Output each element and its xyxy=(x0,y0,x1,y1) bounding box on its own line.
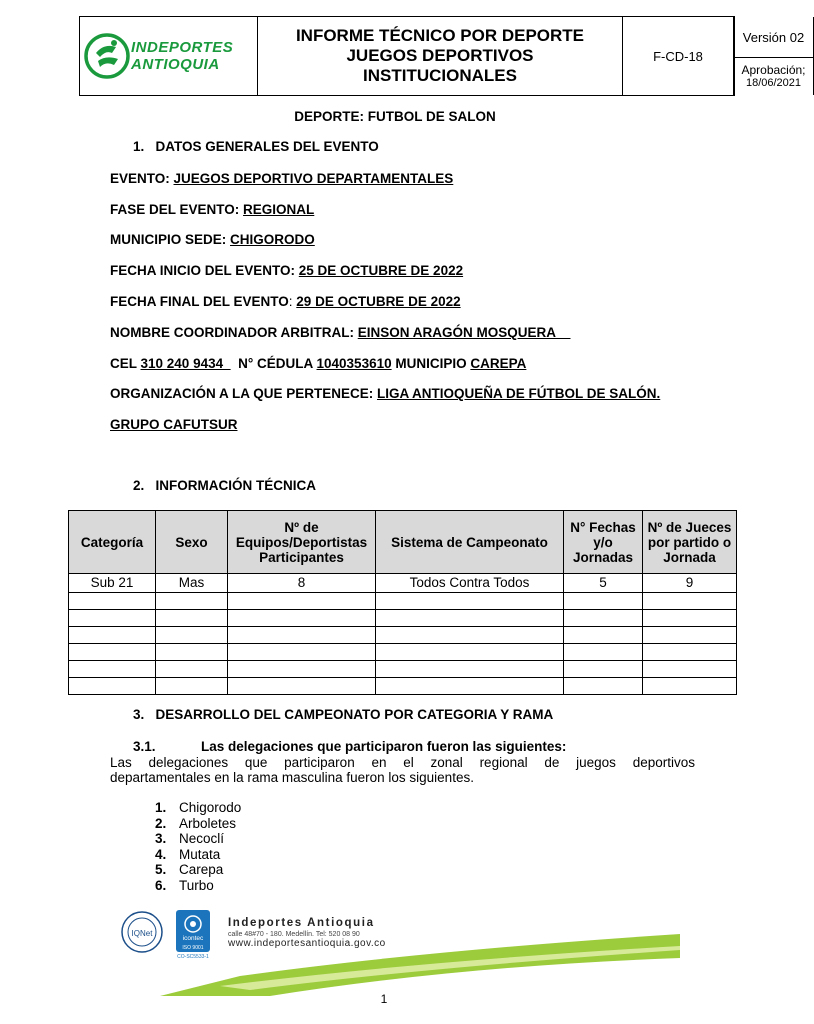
group-value: GRUPO CAFUTSUR xyxy=(110,417,238,432)
table-cell xyxy=(376,610,564,627)
end-date-sep: : xyxy=(288,294,297,309)
footer-address: calle 48#70 - 180. Medellín. Tel: 520 08 90 xyxy=(228,931,360,938)
table-cell xyxy=(69,627,156,644)
table-cell: Sub 21 xyxy=(69,574,156,593)
section3-title: 3. DESARROLLO DEL CAMPEONATO POR CATEGORIA Y RAMA xyxy=(133,707,554,722)
coordinator-value: EINSON ARAGÓN MOSQUERA xyxy=(357,325,571,340)
contact-line xyxy=(110,356,526,371)
section1-title: 1. DATOS GENERALES DEL EVENTO xyxy=(133,139,379,154)
table-cell: Todos Contra Todos xyxy=(376,574,564,593)
list-item xyxy=(155,847,241,863)
column-header: N° Fechas y/o Jornadas xyxy=(564,511,643,574)
id-municipality-label: MUNICIPIO xyxy=(391,356,471,371)
delegations-list xyxy=(155,800,241,893)
section2-title: 2. INFORMACIÓN TÉCNICA xyxy=(133,478,317,493)
footer-website: www.indeportesantioquia.gov.co xyxy=(228,938,386,949)
technical-table-body xyxy=(69,574,737,695)
start-date-line xyxy=(110,263,463,278)
table-header-row xyxy=(69,511,737,574)
approval-label: Aprobación; xyxy=(741,63,806,77)
list-item xyxy=(155,800,241,816)
document-code: F-CD-18 xyxy=(623,17,734,95)
table-cell xyxy=(643,661,737,678)
event-line xyxy=(110,171,453,186)
logo-line2: ANTIOQUIA xyxy=(131,56,220,73)
table-cell xyxy=(376,678,564,695)
approval-date: 18/06/2021 xyxy=(745,77,802,89)
list-item-number: 5. xyxy=(155,862,167,877)
paragraph-line-1: Las delegaciones que participaron en el zonal regional de juegos deportivos xyxy=(110,755,695,770)
technical-info-table xyxy=(68,510,737,695)
icontec-label: icontec xyxy=(182,935,204,942)
iqnet-certification-icon xyxy=(122,912,162,952)
footer-org-name: Indeportes Antioquia xyxy=(228,917,375,929)
column-header: Sistema de Campeonato xyxy=(376,511,564,574)
iso-label: ISO 9001 xyxy=(182,945,204,951)
table-cell xyxy=(376,644,564,661)
organization-label: ORGANIZACIÓN A LA QUE PERTENECE: xyxy=(110,386,378,401)
table-cell xyxy=(156,661,228,678)
table-row xyxy=(69,627,737,644)
cert-code: CO-SC5533-1 xyxy=(177,954,209,960)
table-cell xyxy=(643,593,737,610)
table-cell xyxy=(564,610,643,627)
table-cell xyxy=(69,610,156,627)
list-item-name: Turbo xyxy=(179,877,214,893)
table-cell xyxy=(156,610,228,627)
start-date-label: FECHA INICIO DEL EVENTO: xyxy=(110,263,299,278)
table-row xyxy=(69,574,737,593)
table-cell xyxy=(156,678,228,695)
column-header: Nº de Jueces por partido o Jornada xyxy=(643,511,737,574)
start-date-value: 25 DE OCTUBRE DE 2022 xyxy=(298,263,464,278)
list-item-number: 1. xyxy=(155,800,167,815)
id-label: N° CÉDULA xyxy=(230,356,317,371)
table-cell xyxy=(69,644,156,661)
table-cell: Mas xyxy=(156,574,228,593)
table-cell xyxy=(376,661,564,678)
approval-block xyxy=(734,57,813,97)
table-cell xyxy=(228,644,376,661)
list-item-number: 2. xyxy=(155,815,167,831)
table-cell xyxy=(228,627,376,644)
event-label: EVENTO: xyxy=(110,171,174,186)
logo-line1: INDEPORTES xyxy=(131,39,234,56)
table-cell xyxy=(156,593,228,610)
list-item-name: Mutata xyxy=(179,846,221,862)
coordinator-line xyxy=(110,325,571,340)
table-cell xyxy=(376,593,564,610)
table-cell: 9 xyxy=(643,574,737,593)
table-cell xyxy=(564,593,643,610)
table-cell: 5 xyxy=(564,574,643,593)
table-cell xyxy=(643,644,737,661)
list-item xyxy=(155,831,241,847)
table-row xyxy=(69,610,737,627)
table-cell xyxy=(228,610,376,627)
column-header: Categoría xyxy=(69,511,156,574)
list-item-name: Chigorodo xyxy=(179,800,242,815)
phase-value: REGIONAL xyxy=(243,202,315,217)
icontec-certification-icon xyxy=(176,910,210,960)
id-value: 1040353610 xyxy=(316,356,392,371)
coordinator-label: NOMBRE COORDINADOR ARBITRAL: xyxy=(110,325,358,340)
list-item-name: Carepa xyxy=(179,862,224,877)
table-row xyxy=(69,644,737,661)
footer-contact xyxy=(228,917,428,949)
table-cell xyxy=(69,661,156,678)
list-item-number: 4. xyxy=(155,846,167,862)
table-cell xyxy=(376,627,564,644)
municipality-value: CHIGORODO xyxy=(230,232,315,247)
table-cell xyxy=(564,644,643,661)
iqnet-label: IQNet xyxy=(131,929,153,938)
cel-label: CEL xyxy=(110,356,141,371)
document-header xyxy=(79,16,806,96)
table-cell xyxy=(643,627,737,644)
list-item xyxy=(155,862,241,878)
logo-cell xyxy=(80,17,258,95)
list-item-name: Necoclí xyxy=(179,831,225,846)
subsection-3-1-number: 3.1. xyxy=(133,739,156,754)
table-cell xyxy=(228,661,376,678)
column-header: Sexo xyxy=(156,511,228,574)
page-number: 1 xyxy=(380,992,388,1006)
table-cell xyxy=(69,678,156,695)
cel-value: 310 240 9434 xyxy=(140,356,231,371)
subsection-3-1-title: Las delegaciones que participaron fueron las siguientes: xyxy=(201,739,567,754)
list-item-name: Arboletes xyxy=(179,815,237,831)
organization-value: LIGA ANTIOQUEÑA DE FÚTBOL DE SALÓN. xyxy=(377,386,661,401)
municipality-label: MUNICIPIO SEDE: xyxy=(110,232,231,247)
table-cell xyxy=(564,627,643,644)
document-title: INFORME TÉCNICO POR DEPORTE JUEGOS DEPORTIVOS INSTITUCIONALES xyxy=(295,26,585,85)
table-cell xyxy=(69,593,156,610)
phase-label: FASE DEL EVENTO: xyxy=(110,202,244,217)
end-date-value: 29 DE OCTUBRE DE 2022 xyxy=(296,294,461,309)
table-row xyxy=(69,678,737,695)
header-title-cell xyxy=(258,17,623,95)
list-item xyxy=(155,816,241,832)
table-cell xyxy=(156,627,228,644)
municipality-line xyxy=(110,232,315,247)
logo-wordmark xyxy=(131,39,233,73)
table-cell xyxy=(643,610,737,627)
paragraph-line-2: departamentales en la rama masculina fueron los siguientes. xyxy=(110,770,474,785)
column-header: Nº de Equipos/Deportistas Participantes xyxy=(228,511,376,574)
sport-line: DEPORTE: FUTBOL DE SALON xyxy=(294,109,496,124)
table-cell xyxy=(564,661,643,678)
id-municipality-value: CAREPA xyxy=(470,356,527,371)
table-cell xyxy=(228,678,376,695)
table-cell xyxy=(228,593,376,610)
table-cell xyxy=(643,678,737,695)
table-row xyxy=(69,593,737,610)
phase-line xyxy=(110,202,314,217)
list-item-number: 6. xyxy=(155,877,167,893)
list-item xyxy=(155,878,241,894)
end-date-label: FECHA FINAL DEL EVENTO xyxy=(110,294,289,309)
end-date-line xyxy=(110,294,461,309)
version-label: Versión 02 xyxy=(734,17,813,58)
delegations-paragraph xyxy=(110,755,695,785)
version-cell xyxy=(734,17,814,95)
table-cell: 8 xyxy=(228,574,376,593)
organization-line xyxy=(110,386,660,401)
event-value: JUEGOS DEPORTIVO DEPARTAMENTALES xyxy=(173,171,454,186)
table-cell xyxy=(156,644,228,661)
list-item-number: 3. xyxy=(155,831,167,846)
table-cell xyxy=(564,678,643,695)
table-row xyxy=(69,661,737,678)
indeportes-logo-icon xyxy=(84,33,130,79)
